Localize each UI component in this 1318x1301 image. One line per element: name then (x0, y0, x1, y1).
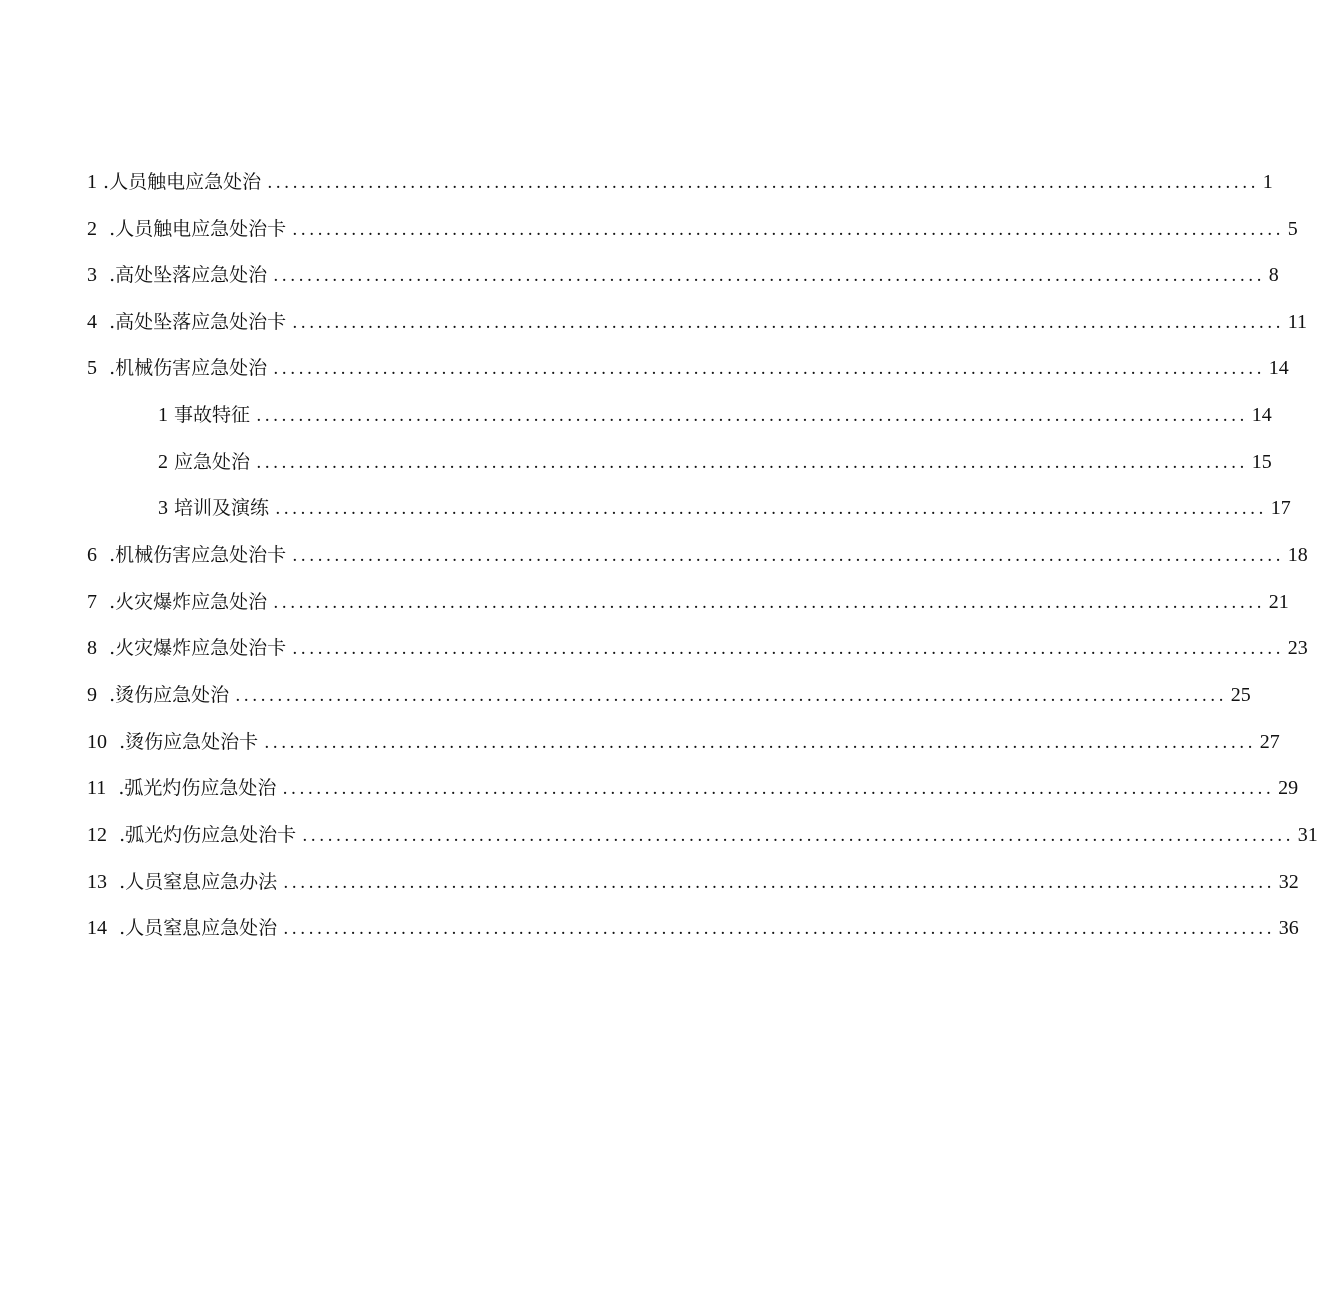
toc-entry-title: 高处坠落应急处治卡 (115, 311, 287, 333)
toc-entry-title: 火灾爆炸应急处治 (115, 591, 268, 613)
toc-entry-title: 高处坠落应急处治 (115, 264, 268, 286)
toc-entry-separator: . (97, 171, 110, 193)
toc-entry-title: 人员窒息应急办法 (125, 871, 278, 893)
toc-entry-title: 火灾爆炸应急处治卡 (115, 637, 287, 659)
toc-dot-leader: ...................................................................................................................... (235, 686, 1227, 706)
toc-entry-page: 23 (1287, 637, 1308, 659)
toc-dot-leader: ...................................................................................................................... (292, 546, 1284, 566)
toc-entry-page: 32 (1278, 871, 1299, 893)
toc-entry-page: 36 (1278, 917, 1299, 939)
toc-entry-page: 15 (1251, 451, 1272, 473)
toc-entry[interactable] (87, 729, 1280, 755)
toc-entry-page: 14 (1251, 404, 1272, 426)
toc-entry-separator: . (97, 591, 116, 613)
toc-dot-leader: ...................................................................................................................... (282, 779, 1275, 799)
toc-entry[interactable] (87, 216, 1298, 242)
toc-entry-separator: . (107, 871, 126, 893)
toc-entry-title: 烫伤应急处治 (115, 684, 230, 706)
toc-entry[interactable] (87, 915, 1299, 941)
toc-dot-leader: ...................................................................................................................... (273, 359, 1265, 379)
toc-entry[interactable] (87, 589, 1289, 615)
toc-dot-leader: ...................................................................................................................... (292, 313, 1284, 333)
toc-entry-number: 10 (87, 731, 107, 753)
toc-entry[interactable] (87, 682, 1251, 708)
toc-entry-number: 13 (87, 871, 107, 893)
toc-entry[interactable] (87, 169, 1273, 195)
toc-dot-leader: ...................................................................................................................... (273, 266, 1265, 286)
toc-entry-number: 1 (158, 404, 168, 426)
toc-entry-title: 机械伤害应急处治 (115, 357, 268, 379)
toc-entry-title: 人员触电应急处治 (109, 171, 262, 193)
toc-entry-separator: . (97, 264, 116, 286)
toc-dot-leader: ...................................................................................................................... (275, 499, 1267, 519)
toc-entry[interactable] (87, 775, 1299, 801)
toc-dot-leader: ...................................................................................................................... (256, 453, 1248, 473)
toc-entry-number: 11 (87, 777, 107, 799)
toc-entry-page: 14 (1268, 357, 1289, 379)
toc-entry-separator: . (107, 731, 126, 753)
toc-entry-title: 机械伤害应急处治卡 (115, 544, 287, 566)
toc-entry-title: 人员窒息应急处治 (125, 917, 278, 939)
toc-entry-title: 事故特征 (174, 404, 251, 426)
toc-entry-separator: . (107, 824, 126, 846)
toc-entry-title: 弧光灼伤应急处治卡 (125, 824, 297, 846)
toc-entry[interactable] (87, 309, 1308, 335)
toc-dot-leader: ...................................................................................................................... (256, 406, 1248, 426)
toc-dot-leader: ...................................................................................................................... (292, 639, 1284, 659)
toc-entry-page: 25 (1230, 684, 1251, 706)
toc-entry-title: 培训及演练 (174, 497, 270, 519)
toc-entry-separator: . (97, 311, 116, 333)
toc-dot-leader: ...................................................................................................................... (292, 220, 1284, 240)
toc-entry-number: 3 (158, 497, 168, 519)
toc-dot-leader: ...................................................................................................................... (264, 733, 1256, 753)
toc-entry-separator: . (107, 917, 126, 939)
toc-entry-page: 29 (1278, 777, 1299, 799)
toc-entry[interactable] (87, 869, 1299, 895)
toc-subentry[interactable] (158, 402, 1272, 428)
toc-subentry[interactable] (158, 495, 1291, 521)
toc-dot-leader: ...................................................................................................................... (302, 826, 1294, 846)
toc-entry-page: 21 (1268, 591, 1289, 613)
toc-entry[interactable] (87, 635, 1308, 661)
toc-entry-page: 8 (1268, 264, 1279, 286)
toc-entry-title: 烫伤应急处治卡 (125, 731, 259, 753)
toc-entry-title: 弧光灼伤应急处治 (124, 777, 277, 799)
toc-entry-number: 9 (87, 684, 97, 706)
toc-entry-number: 5 (87, 357, 97, 379)
toc-entry-title: 人员触电应急处治卡 (115, 218, 287, 240)
toc-entry-page: 27 (1259, 731, 1280, 753)
toc-entry-title: 应急处治 (174, 451, 251, 473)
toc-entry-page: 5 (1287, 218, 1298, 240)
toc-entry-number: 2 (158, 451, 168, 473)
toc-entry-number: 8 (87, 637, 97, 659)
toc-entry-page: 1 (1262, 171, 1273, 193)
toc-subentry[interactable] (158, 449, 1272, 475)
toc-entry[interactable] (87, 355, 1289, 381)
toc-entry-separator: . (97, 218, 116, 240)
toc-entry-page: 17 (1270, 497, 1291, 519)
toc-entry-page: 31 (1297, 824, 1318, 846)
toc-entry-number: 3 (87, 264, 97, 286)
toc-entry-number: 1 (87, 171, 97, 193)
toc-entry-separator: . (97, 637, 116, 659)
toc-dot-leader: ...................................................................................................................... (283, 919, 1275, 939)
toc-dot-leader: ...................................................................................................................... (267, 173, 1259, 193)
toc-entry-number: 14 (87, 917, 107, 939)
toc-entry-number: 4 (87, 311, 97, 333)
toc-entry-separator: . (97, 684, 116, 706)
toc-entry-number: 7 (87, 591, 97, 613)
toc-entry[interactable] (87, 822, 1318, 848)
toc-entry-number: 12 (87, 824, 107, 846)
toc-entry-page: 18 (1287, 544, 1308, 566)
toc-entry-separator: . (106, 777, 125, 799)
toc-entry-separator: . (97, 544, 116, 566)
toc-dot-leader: ...................................................................................................................... (273, 593, 1265, 613)
toc-entry-number: 6 (87, 544, 97, 566)
toc-entry-number: 2 (87, 218, 97, 240)
toc-entry[interactable] (87, 262, 1279, 288)
toc-dot-leader: ...................................................................................................................... (283, 873, 1275, 893)
toc-entry-separator: . (97, 357, 116, 379)
toc-entry-page: 11 (1287, 311, 1308, 333)
toc-entry[interactable] (87, 542, 1308, 568)
